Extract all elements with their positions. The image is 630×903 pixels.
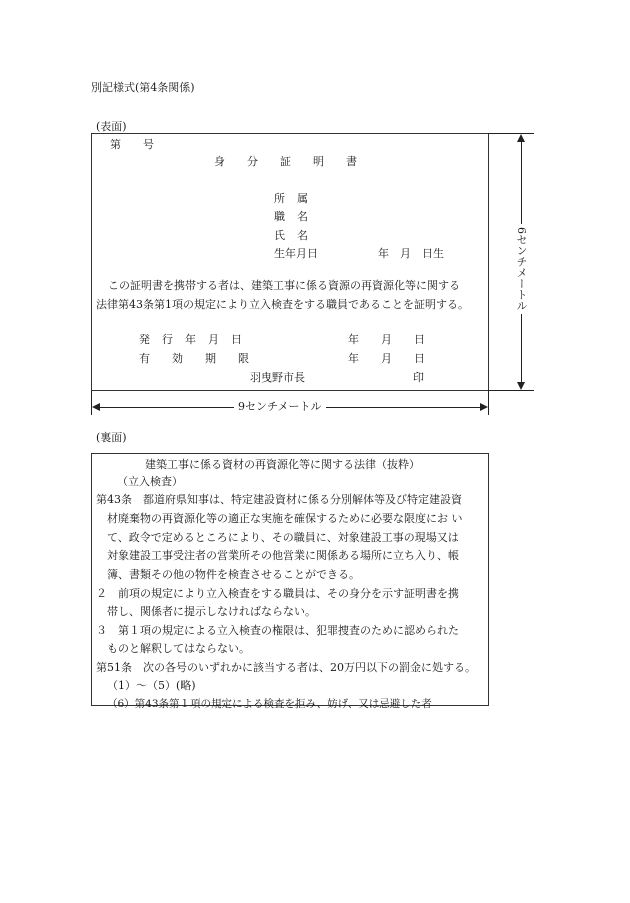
birthdate-value: 年 月 日生 xyxy=(378,247,444,260)
height-arrow-top-icon xyxy=(517,134,525,142)
height-label: 6センチメートル xyxy=(514,224,528,314)
law-line: 材廃棄物の再資源化等の適正な実施を確保するために必要な限度にお い xyxy=(107,512,463,525)
width-arrow-left-icon xyxy=(92,403,100,411)
law-line: ２ 前項の規定により立入検査をする職員は、その身分を示す証明書を携 xyxy=(96,587,459,600)
statement-line-2: 法律第43条第1項の規定により立入検査をする職員であることを証明する。 xyxy=(96,298,469,311)
height-arrow-bottom-icon xyxy=(517,382,525,390)
height-tick-top xyxy=(488,133,534,134)
height-tick-bottom xyxy=(488,390,534,391)
law-line: （1）～（5）(略) xyxy=(107,679,196,692)
back-label: (裏面) xyxy=(96,431,127,444)
valid-period-value: 年 月 日 xyxy=(348,352,425,365)
certificate-title: 身分証明書 xyxy=(214,155,379,168)
issuer-name: 羽曳野市長 xyxy=(250,371,305,384)
issue-date-label: 発行年月日 xyxy=(139,333,254,346)
law-line: （6）第43条第１項の規定による検査を拒み、妨げ、又は忌避した者 xyxy=(107,698,432,710)
field-position: 職名 xyxy=(274,210,320,223)
statement-line-1: この証明書を携帯する者は、建築工事に係る資源の再資源化等に関する xyxy=(108,279,460,292)
law-line: 対象建設工事受注者の営業所その他営業に関係ある場所に立ち入り、帳 xyxy=(107,549,459,562)
article-heading: （立入検査） xyxy=(117,475,183,488)
law-line: 帯し、関係者に提示しなければならない。 xyxy=(107,605,316,618)
form-heading: 別記様式(第4条関係) xyxy=(91,81,195,94)
law-line: 第51条 次の各号のいずれかに該当する者は、20万円以下の罰金に処する。 xyxy=(96,661,476,674)
certificate-number: 第 号 xyxy=(110,138,154,151)
width-arrow-right-icon xyxy=(480,403,488,411)
field-birthdate: 生年月日 xyxy=(274,247,318,260)
law-line: 第43条 都道府県知事は、特定建設資材に係る分別解体等及び特定建設資 xyxy=(96,493,462,506)
issue-date-value: 年 月 日 xyxy=(348,333,425,346)
law-line: て、政令で定めるところにより、その職員に、対象建設工事の現場又は xyxy=(107,531,459,544)
law-title: 建築工事に係る資材の再資源化等に関する法律（抜粋） xyxy=(145,458,420,471)
field-name: 氏名 xyxy=(274,229,320,242)
front-card xyxy=(91,133,489,391)
law-line: 簿、書類その他の物件を検査させることができる。 xyxy=(107,568,360,581)
law-line: ものと解釈してはならない。 xyxy=(107,642,250,655)
law-line: ３ 第１項の規定による立入検査の権限は、犯罪捜査のために認められた xyxy=(96,624,459,637)
valid-period-label: 有効期限 xyxy=(139,352,271,365)
front-label: (表面) xyxy=(96,120,127,133)
width-tick-right xyxy=(488,391,489,415)
field-affiliation: 所属 xyxy=(274,192,320,205)
width-label: 9センチメートル xyxy=(234,400,326,414)
seal-mark: 印 xyxy=(413,371,424,384)
